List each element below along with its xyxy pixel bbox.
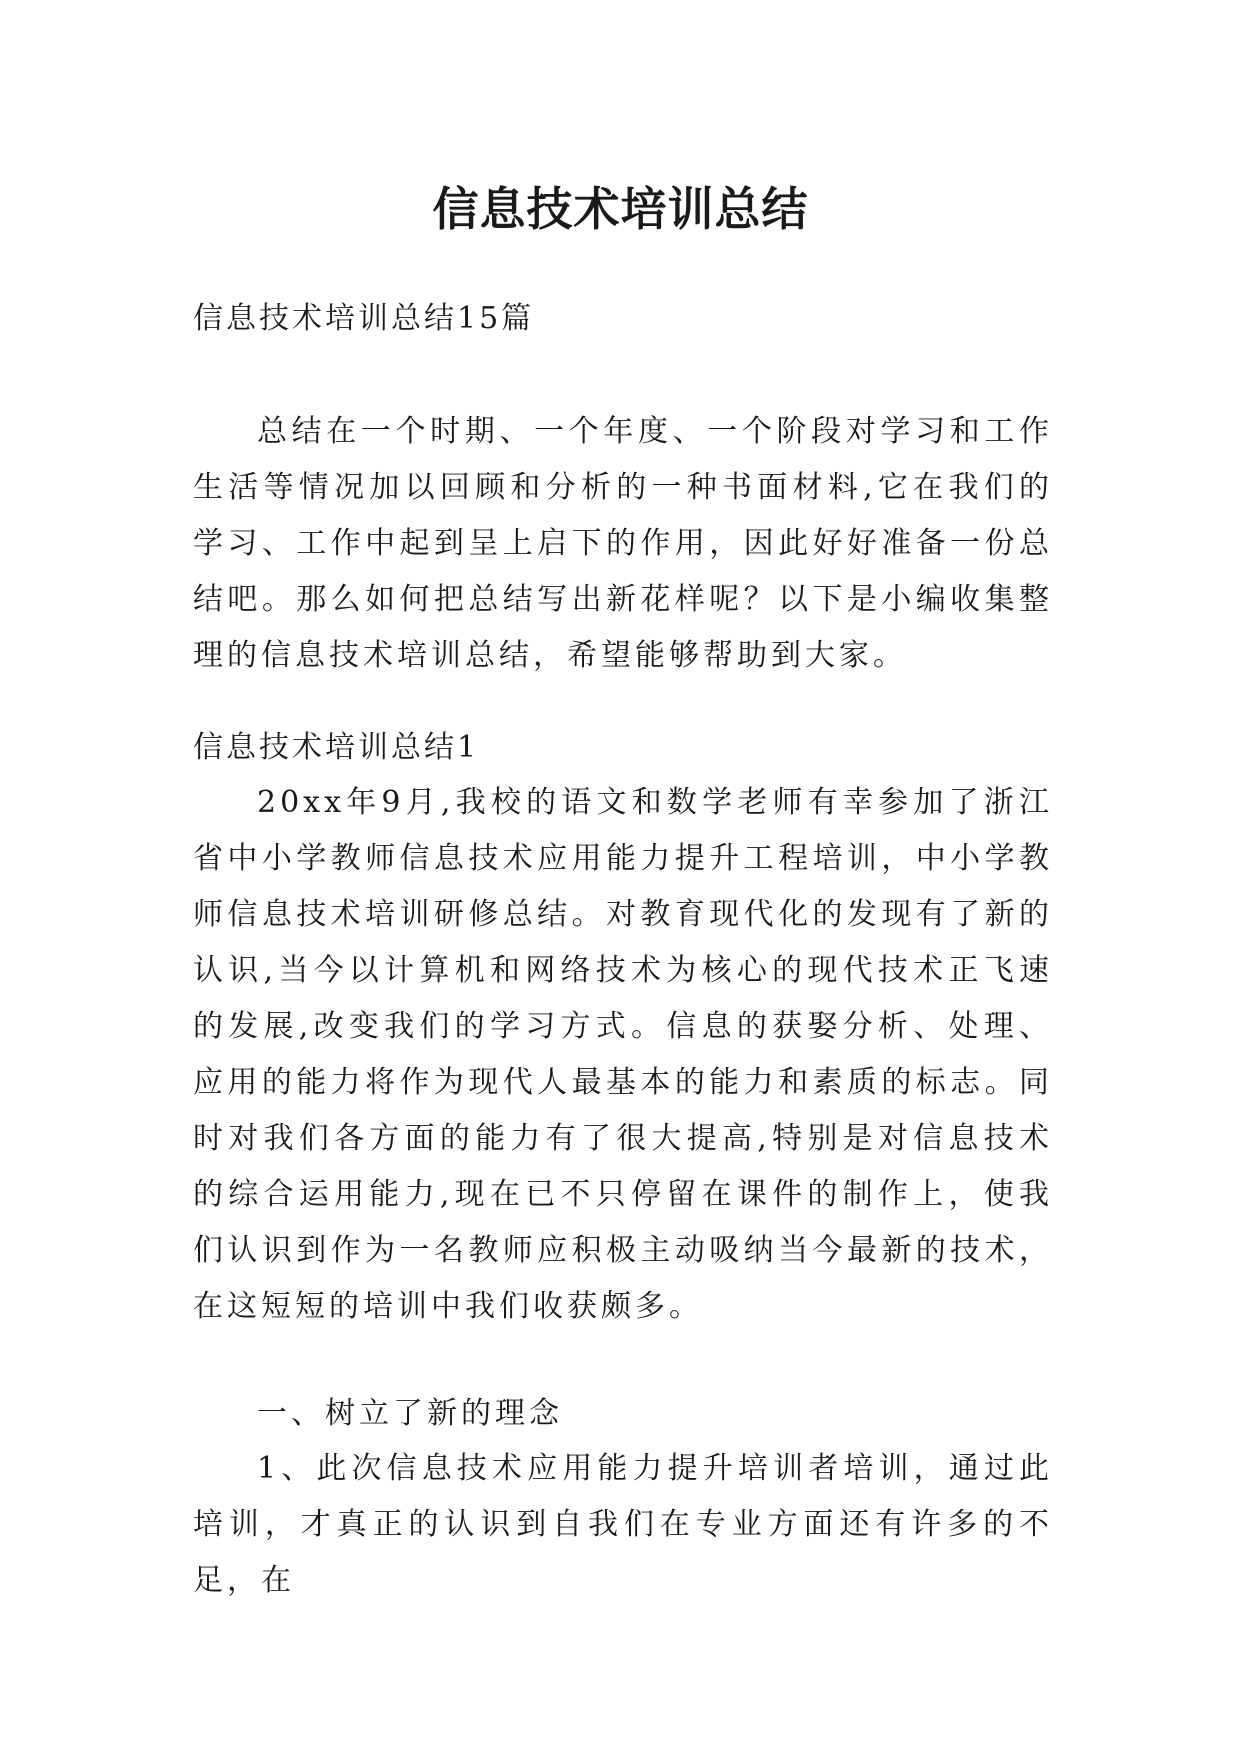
point-heading: 一、树立了新的理念	[257, 1396, 563, 1431]
point-paragraph: 1、此次信息技术应用能力提升培训者培训，通过此培训，才真正的认识到自我们在专业方面还有许多的不足，在	[193, 1451, 1053, 1598]
document-title: 信息技术培训总结	[432, 181, 809, 236]
body-paragraph: 20xx年9月,我校的语文和数学老师有幸参加了浙江省中小学教师信息技术应用能力提升工程培训，中小学教师信息技术培训研修总结。对教育现代化的发现有了新的认识,当今以计算机和网络技术为核心的现代技术正飞速的发展,改变我们的学习方式。信息的获娶分析、处理、应用的能力将作为现代人最基本的能力和素质的标志。同时对我们各方面的能力有了很大提高,特别是对信息技术的综合运用能力,现在已不只停留在课件的制作上，使我们认识到作为一名教师应积极主动吸纳当今最新的技术，在这短短的培训中我们收获颇多。	[193, 785, 1053, 1324]
section-heading: 信息技术培训总结1	[193, 730, 480, 765]
document-subtitle: 信息技术培训总结15篇	[193, 301, 535, 336]
intro-paragraph: 总结在一个时期、一个年度、一个阶段对学习和工作生活等情况加以回顾和分析的一种书面材料,它在我们的学习、工作中起到呈上启下的作用，因此好好准备一份总结吧。那么如何把总结写出新花样呢？以下是小编收集整理的信息技术培训总结，希望能够帮助到大家。	[193, 414, 1053, 673]
